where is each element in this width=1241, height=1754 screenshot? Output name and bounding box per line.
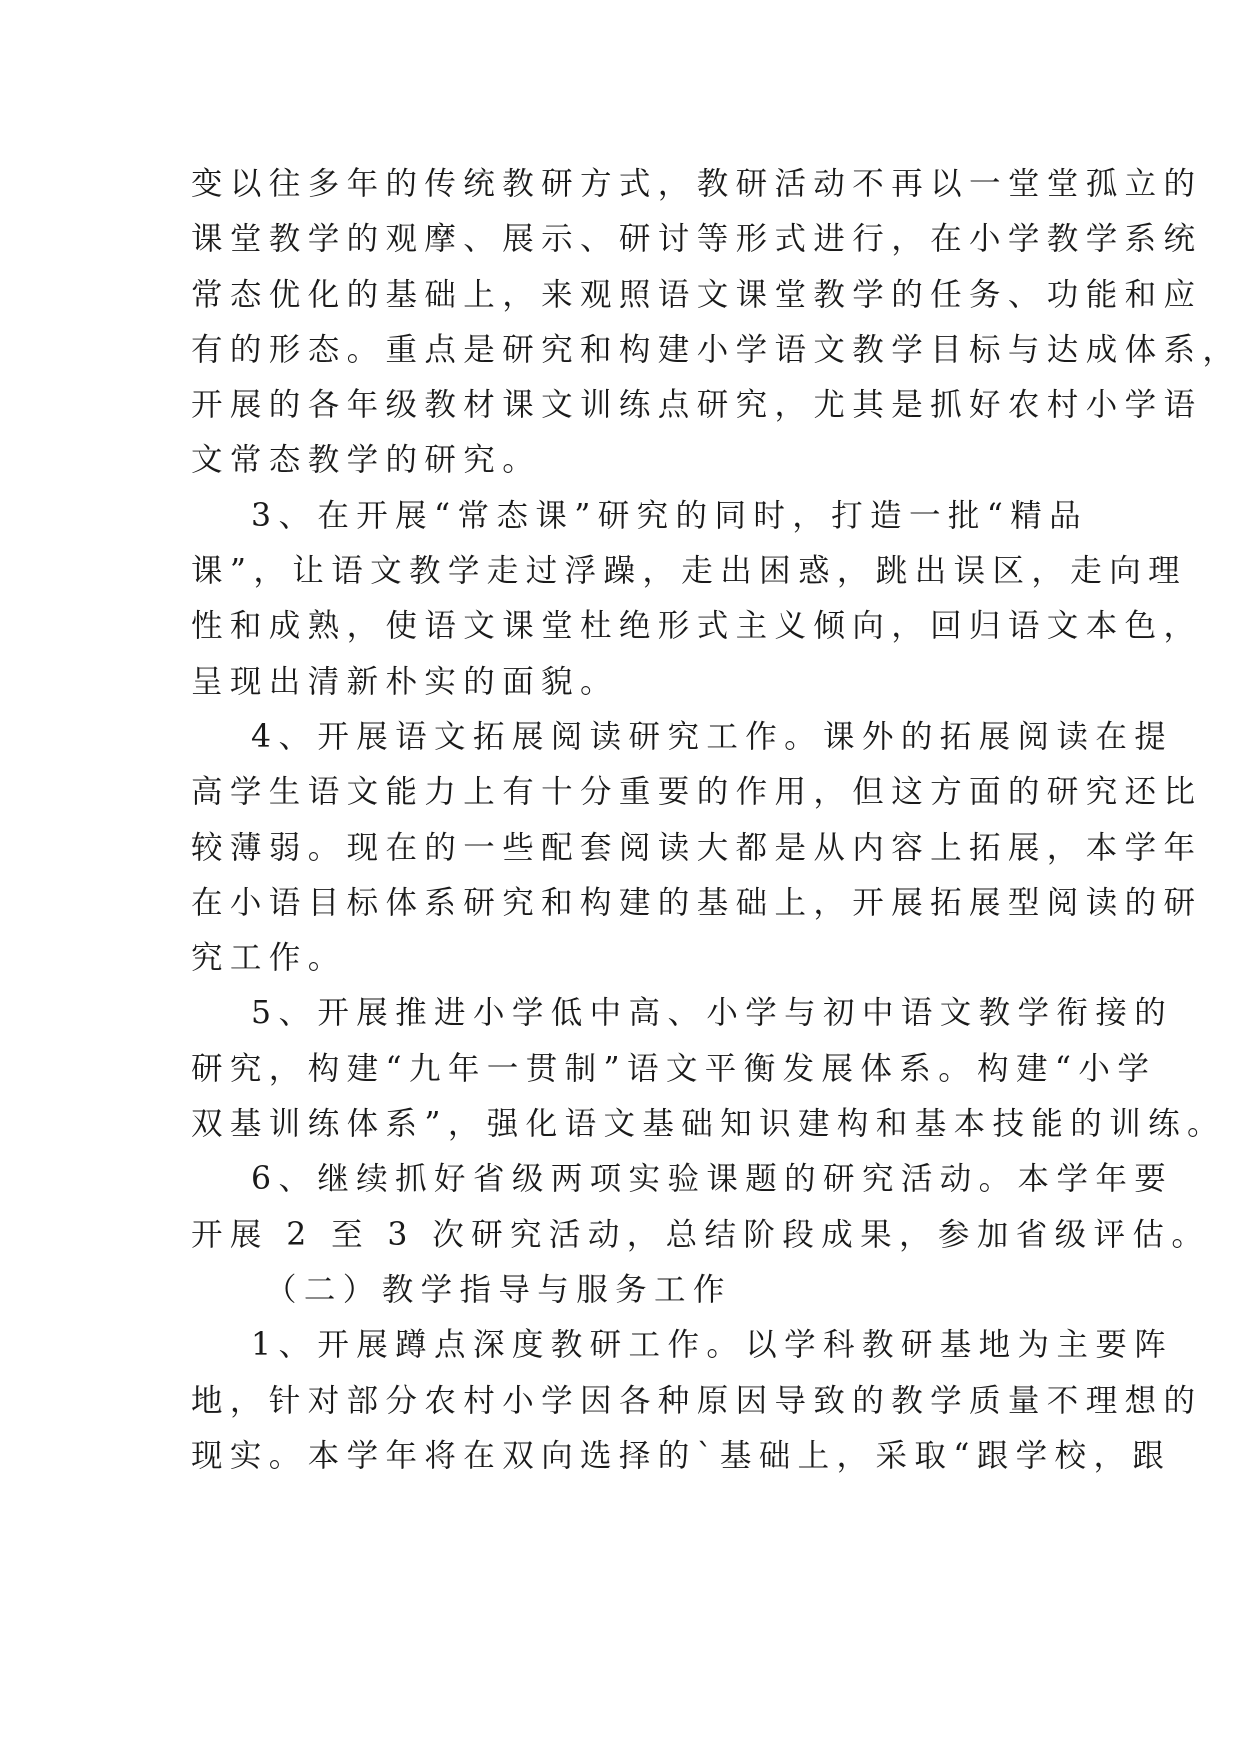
text-line: 现实。本学年将在双向选择的`基础上，采取“跟学校，跟: [191, 1437, 1172, 1474]
paragraph-start-line: 4、开展语文拓展阅读研究工作。课外的拓展阅读在提: [251, 718, 1174, 755]
text-line: 变以往多年的传统教研方式，教研活动不再以一堂堂孤立的: [191, 166, 1203, 202]
text-line: 究工作。: [191, 940, 347, 977]
text-line: 研究，构建“九年一贯制”语文平衡发展体系。构建“小学: [191, 1050, 1157, 1087]
text-line: 常态优化的基础上，来观照语文课堂教学的任务、功能和应: [191, 276, 1203, 313]
text-line: 开展 2 至 3 次研究活动，总结阶段成果，参加省级评估。: [191, 1216, 1211, 1253]
text-line: 有的形态。重点是研究和构建小学语文教学目标与达成体系，: [191, 331, 1241, 368]
text-line: 开展的各年级教材课文训练点研究，尤其是抓好农村小学语: [191, 387, 1203, 424]
text-line: 较薄弱。现在的一些配套阅读大都是从内容上拓展，本学年: [191, 829, 1203, 866]
text-line: 课”，让语文教学走过浮躁，走出困惑，跳出误区，走向理: [191, 553, 1188, 590]
document-body: [191, 157, 1241, 1484]
paragraph-start-line: 1、开展蹲点深度教研工作。以学科教研基地为主要阵: [251, 1327, 1174, 1364]
text-line: 在小语目标体系研究和构建的基础上，开展拓展型阅读的研: [191, 884, 1203, 921]
paragraph-start-line: 5、开展推进小学低中高、小学与初中语文教学衔接的: [251, 995, 1174, 1032]
text-line: 性和成熟，使语文课堂杜绝形式主义倾向，回归语文本色，: [191, 608, 1203, 645]
text-line: 课堂教学的观摩、展示、研讨等形式进行，在小学教学系统: [191, 221, 1203, 258]
text-line: 双基训练体系”，强化语文基础知识建构和基本技能的训练。: [191, 1106, 1226, 1143]
section-heading: （二）教学指导与服务工作: [265, 1271, 732, 1308]
text-line: 高学生语文能力上有十分重要的作用，但这方面的研究还比: [191, 774, 1203, 811]
text-line: 地，针对部分农村小学因各种原因导致的教学质量不理想的: [191, 1382, 1203, 1419]
text-line: 呈现出清新朴实的面貌。: [191, 663, 619, 700]
text-line: 文常态教学的研究。: [191, 442, 542, 479]
paragraph-start-line: 3、在开展“常态课”研究的同时，打造一批“精品: [251, 497, 1089, 534]
paragraph-start-line: 6、继续抓好省级两项实验课题的研究活动。本学年要: [251, 1161, 1174, 1198]
